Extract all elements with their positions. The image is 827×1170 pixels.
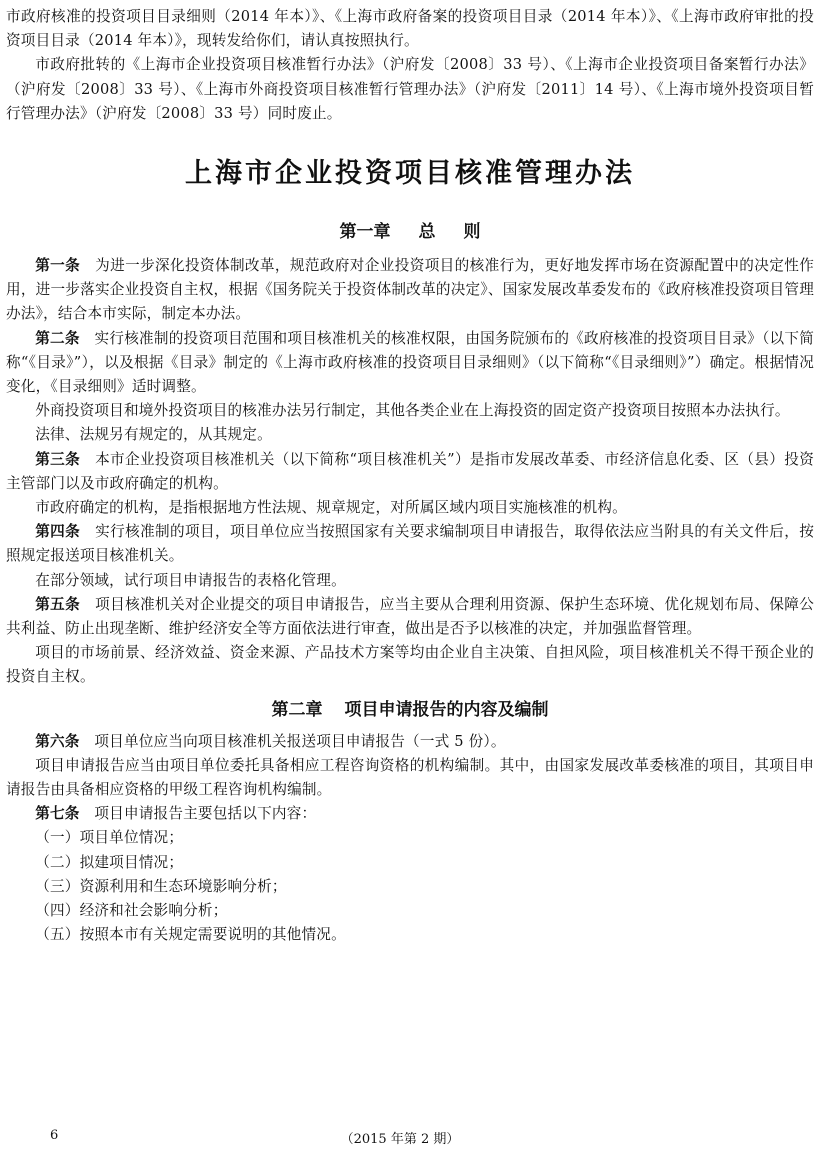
article-5-text: 项目核准机关对企业提交的项目申请报告，应当主要从合理利用资源、保护生态环境、优化规划布局、保障公共利益、防止出现垄断、维护经济安全等方面依法进行审查，做出是否予以核准的决定，并加强监督管理。 bbox=[6, 595, 814, 638]
list-item: （三）资源利用和生态环境影响分析； bbox=[35, 877, 287, 895]
article-1-text: 为进一步深化投资体制改革，规范政府对企业投资项目的核准行为，更好地发挥市场在资源配置中的决定性作用，进一步落实企业投资自主权，根据《国务院关于投资体制改革的决定》、国家发展改革委发布的《政府核准投资项目管理办法》，结合本市实际，制定本办法。 bbox=[6, 257, 814, 323]
article-4 bbox=[6, 520, 814, 568]
article-1-lead: 第一条 bbox=[35, 257, 81, 275]
article-5-paragraph-2: 项目的市场前景、经济效益、资金来源、产品技术方案等均由企业自主决策、自担风险，项目核准机关不得干预企业的投资自主权。 bbox=[6, 644, 814, 686]
article-3-lead: 第三条 bbox=[35, 450, 81, 468]
article-3 bbox=[6, 448, 814, 496]
list-item: （二）拟建项目情况； bbox=[35, 853, 184, 871]
page-content bbox=[6, 5, 814, 948]
chapter-2-number: 第二章 bbox=[271, 699, 323, 720]
article-6 bbox=[6, 730, 814, 754]
article-2 bbox=[6, 327, 814, 400]
article-2-text: 实行核准制的投资项目范围和项目核准机关的核准权限，由国务院颁布的《政府核准的投资项目目录》（以下简称“《目录》”），以及根据《目录》制定的《上海市政府核准的投资项目目录细则》（以下简称“《目录细则》”）确定。根据情况变化，《目录细则》适时调整。 bbox=[6, 329, 814, 396]
document-title: 上海市企业投资项目核准管理办法 bbox=[185, 158, 635, 190]
page-number: 6 bbox=[50, 1128, 59, 1143]
article-7 bbox=[6, 802, 814, 826]
chapter-2-title: 项目申请报告的内容及编制 bbox=[344, 699, 549, 720]
article-6-paragraph-2: 项目申请报告应当由项目单位委托具备相应工程咨询资格的机构编制。其中，由国家发展改革委核准的项目，其项目申请报告由具备相应资格的甲级工程咨询机构编制。 bbox=[6, 756, 814, 799]
chapter-2-heading bbox=[6, 698, 814, 722]
article-7-text: 项目申请报告主要包括以下内容： bbox=[94, 805, 317, 823]
list-item: （五）按照本市有关规定需要说明的其他情况。 bbox=[35, 926, 346, 944]
article-2-paragraph-2: 外商投资项目和境外投资项目的核准办法另行制定，其他各类企业在上海投资的固定资产投资项目按照本办法执行。 bbox=[35, 402, 790, 420]
page-footer bbox=[0, 1128, 827, 1150]
chapter-1-title-char-1: 总 bbox=[418, 222, 436, 243]
intro-paragraph-1: 市政府核准的投资项目目录细则（2014 年本）》、《上海市政府备案的投资项目目录（2014 年本）》、《上海市政府审批的投资项目目录（2014 年本）》，现转发给你们，请认真按照执行。 bbox=[6, 8, 814, 50]
article-4-paragraph-2: 在部分领域，试行项目申请报告的表格化管理。 bbox=[35, 571, 346, 589]
intro-paragraph-2: 市政府批转的《上海市企业投资项目核准暂行办法》（沪府发〔2008〕33 号）、《上海市企业投资项目备案暂行办法》（沪府发〔2008〕33 号）、《上海市外商投资项目核准暂行管理办法》（沪府发〔2011〕14 号）、《上海市境外投资项目暂行管理办法》（沪府发〔2008〕33 号）同时废止。 bbox=[6, 56, 814, 122]
article-6-lead: 第六条 bbox=[35, 732, 80, 750]
article-5 bbox=[6, 593, 814, 641]
chapter-1-title-char-2: 则 bbox=[463, 222, 481, 243]
article-7-lead: 第七条 bbox=[35, 805, 80, 823]
article-2-lead: 第二条 bbox=[35, 329, 80, 347]
article-4-lead: 第四条 bbox=[35, 523, 81, 541]
issue-label: （2015 年第 2 期） bbox=[340, 1132, 460, 1147]
article-3-text: 本市企业投资项目核准机关（以下简称“项目核准机关”）是指市发展改革委、市经济信息化委、区（县）投资主管部门以及市政府确定的机构。 bbox=[6, 450, 814, 492]
article-5-lead: 第五条 bbox=[35, 595, 81, 613]
article-2-paragraph-3: 法律、法规另有规定的，从其规定。 bbox=[35, 426, 272, 444]
article-3-paragraph-2: 市政府确定的机构，是指根据地方性法规、规章规定，对所属区域内项目实施核准的机构。 bbox=[35, 499, 627, 517]
chapter-1-number: 第一章 bbox=[339, 222, 391, 243]
chapter-1-heading bbox=[6, 220, 814, 244]
article-1 bbox=[6, 254, 814, 327]
list-item: （一）项目单位情况； bbox=[35, 829, 184, 847]
article-4-text: 实行核准制的项目，项目单位应当按照国家有关要求编制项目申请报告，取得依法应当附具的有关文件后，按照规定报送项目核准机关。 bbox=[6, 523, 814, 565]
list-item: （四）经济和社会影响分析； bbox=[35, 902, 228, 920]
article-6-text: 项目单位应当向项目核准机关报送项目申请报告（一式 5 份）。 bbox=[94, 732, 506, 750]
